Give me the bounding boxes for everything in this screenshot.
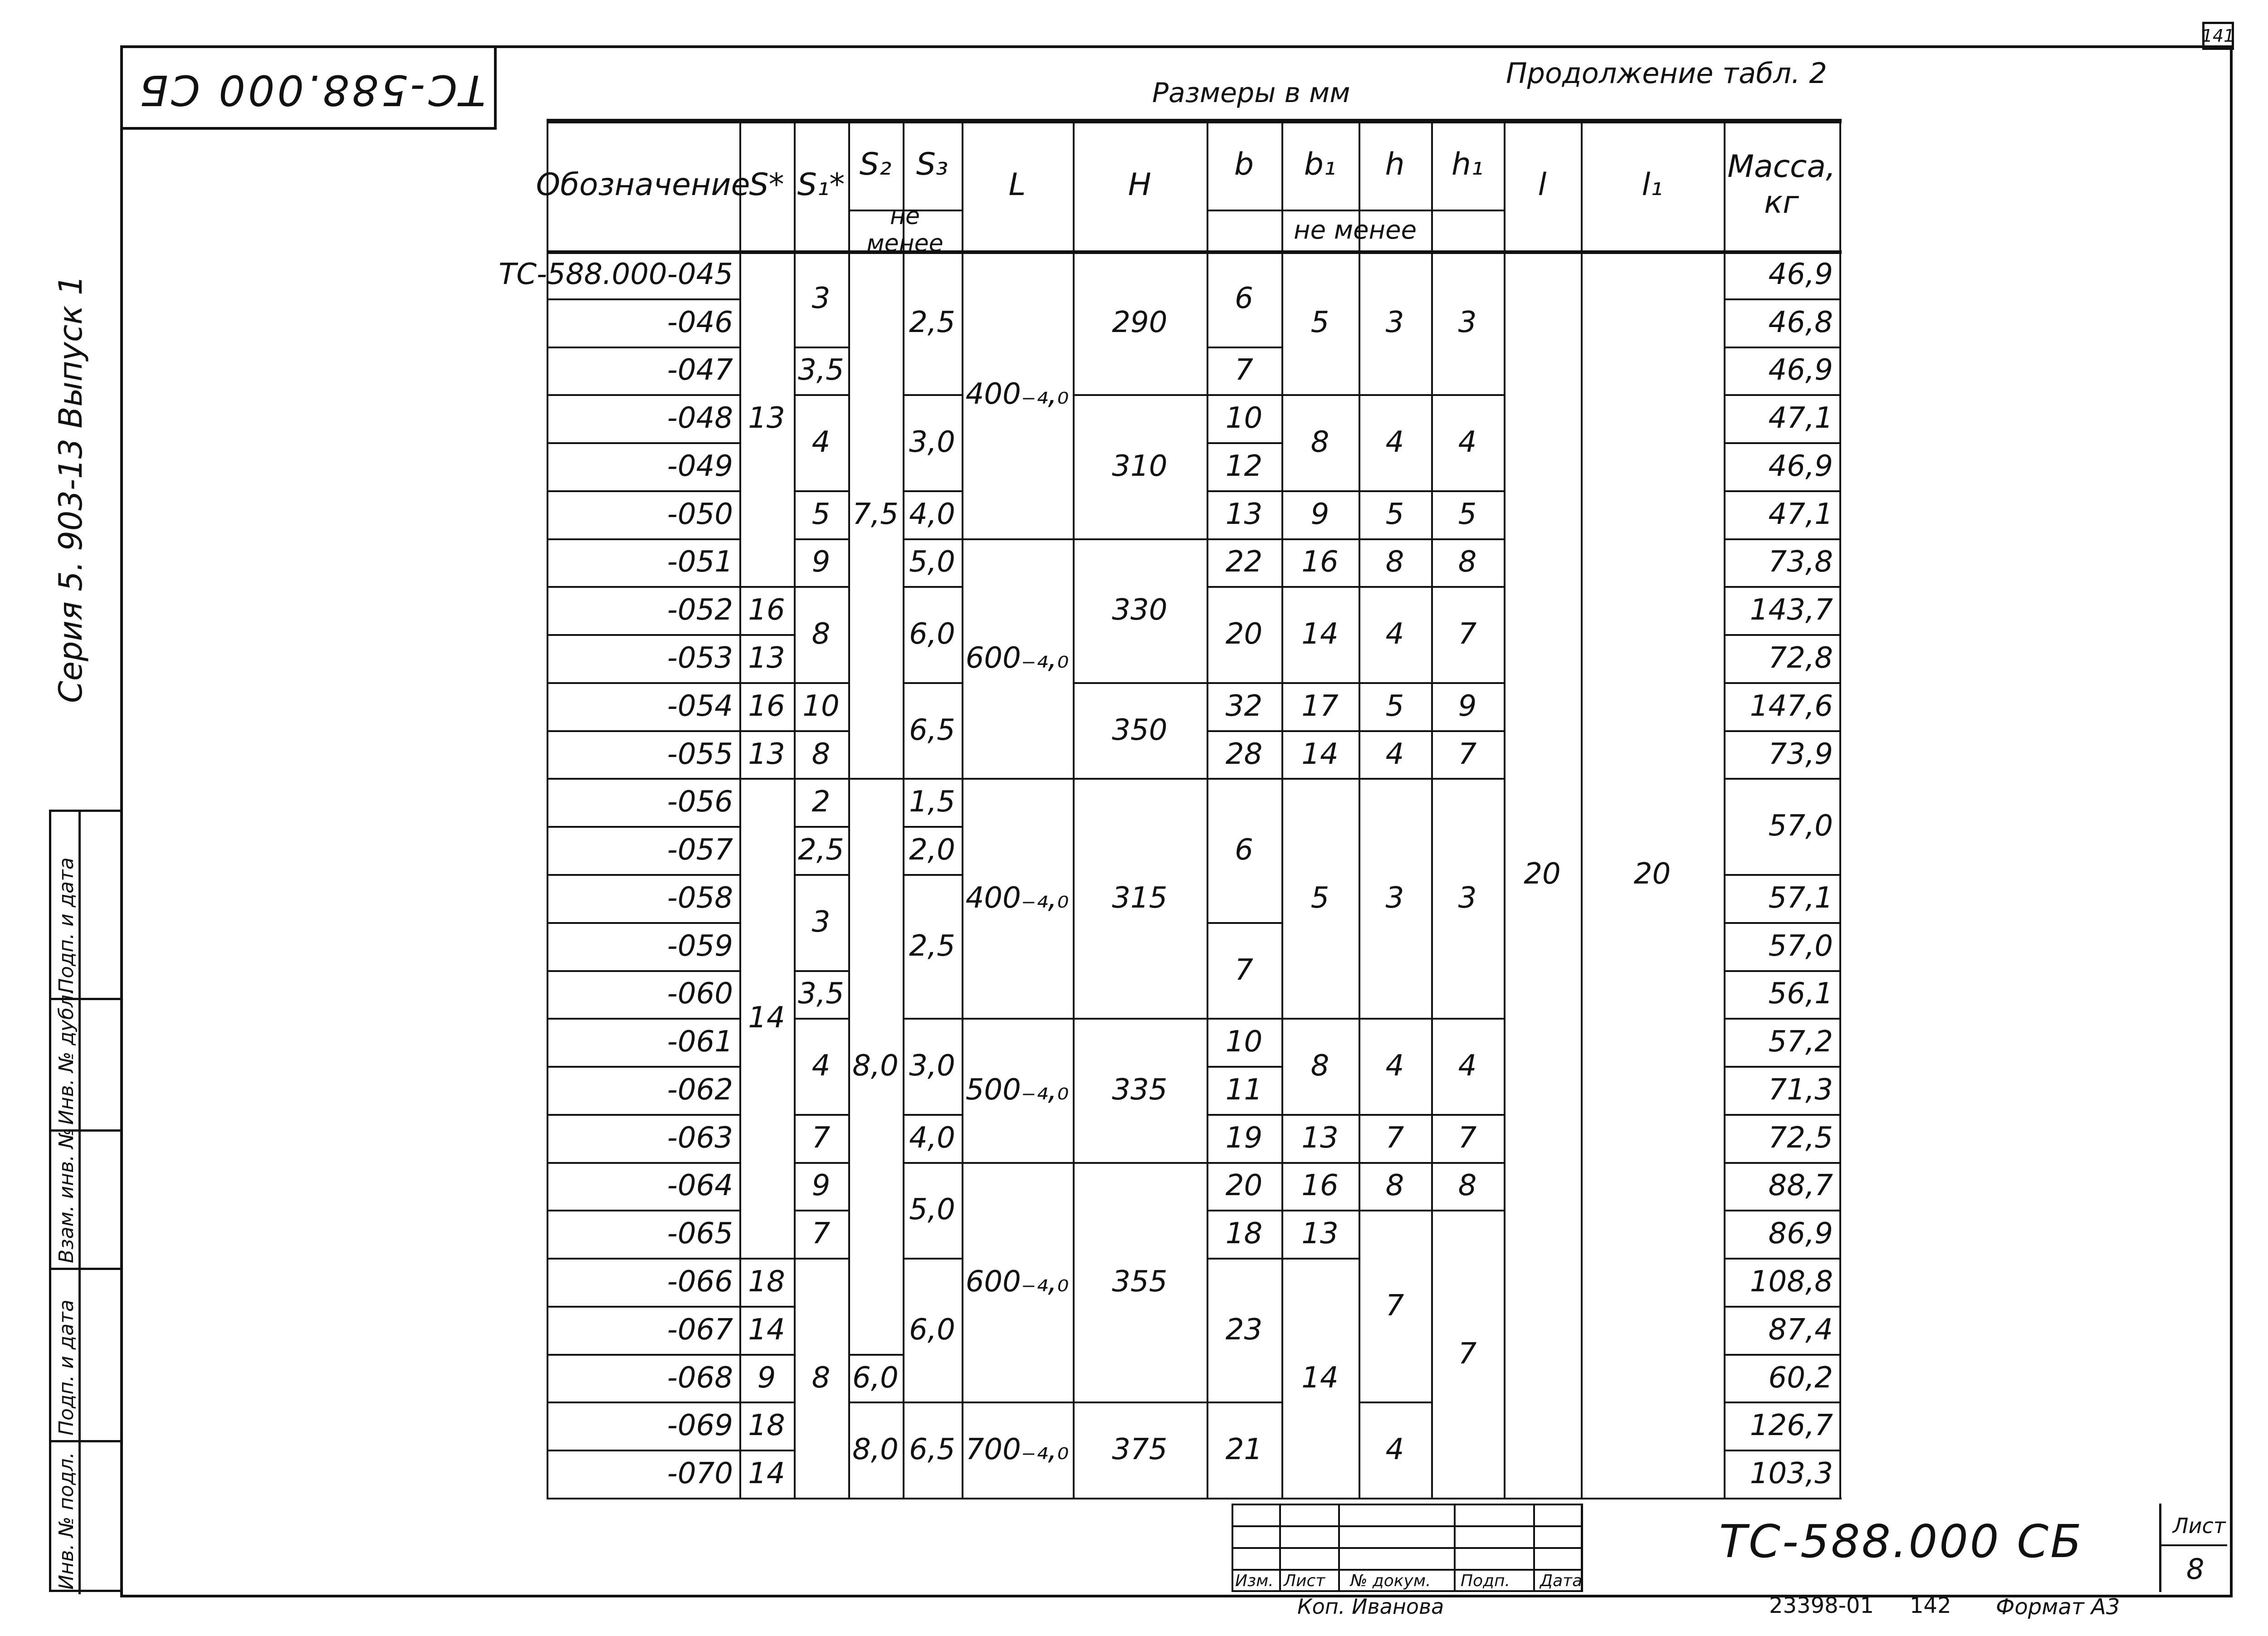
H-value: 315 [1112,881,1168,915]
b-value: 6 [1235,281,1253,315]
table-row-designation: -066 [667,1265,733,1299]
s-value: 18 [748,1265,785,1299]
h-value: 4 [1385,737,1404,771]
side-stamp-label: Инв. № дубл. [55,988,78,1125]
s-value: 13 [748,401,785,435]
format-label: Формат А3 [1996,1594,2120,1620]
label-signature: Подп. [1461,1572,1510,1590]
H-value: 290 [1112,305,1168,339]
header-designation: Обозначение [536,166,750,203]
inverted-stamp-box [120,45,497,130]
s1-value: 7 [811,1217,831,1251]
s1-value: 3 [811,281,831,315]
s-value: 14 [748,1457,785,1491]
s-value: 14 [748,1313,785,1347]
s1-value: 5 [811,497,831,531]
b1-value: 8 [1310,1049,1330,1083]
side-stamp-label: Инв. № подл. [55,1452,78,1590]
h1-value: 4 [1458,1049,1477,1083]
H-value: 375 [1112,1433,1168,1467]
h-value: 4 [1385,617,1404,651]
h-value: 3 [1385,881,1404,915]
mass-value: 57,0 [1768,929,1833,963]
b1-value: 14 [1301,617,1339,651]
l1-value: 20 [1633,857,1671,891]
table-row-designation: -052 [667,593,733,627]
header-h: h [1385,146,1405,182]
h1-value: 4 [1458,425,1477,459]
s2-value: 7,5 [852,497,899,531]
side-stamp-label: Взам. инв. № [55,1128,78,1263]
s2-value: 8,0 [852,1433,899,1467]
b-value: 11 [1225,1073,1263,1107]
mass-value: 126,7 [1750,1409,1833,1443]
b-value: 13 [1225,497,1263,531]
L-value: 600₋₄,₀ [965,641,1069,675]
table-row-designation: -070 [667,1457,733,1491]
h-value: 5 [1385,689,1404,723]
side-stamp-label: Подп. и дата [55,1299,78,1436]
table-row-designation: -069 [667,1409,733,1443]
continuation-caption: Продолжение табл. 2 [1506,57,1827,90]
s1-value: 3 [811,905,831,939]
sizes-caption: Размеры в мм [1152,77,1350,109]
b-value: 28 [1225,737,1263,771]
table-row-designation: -058 [667,881,733,915]
b-value: 32 [1225,689,1263,723]
b-value: 23 [1225,1313,1263,1347]
table-row-designation: -054 [667,689,733,723]
H-value: 350 [1112,713,1168,747]
table-row-designation: -060 [667,977,733,1011]
s1-value: 8 [811,617,831,651]
s1-value: 10 [802,689,840,723]
H-value: 310 [1112,449,1168,483]
b1-value: 16 [1301,545,1339,579]
mass-value: 60,2 [1768,1361,1833,1395]
inverted-stamp-code: ТС-588.000 СБ [137,66,486,115]
header-l: l [1538,166,1547,203]
s3-value: 3,0 [909,425,955,459]
b-value: 21 [1225,1433,1263,1467]
corner-page-number: 141 [2202,22,2234,50]
s-value: 14 [748,1001,785,1035]
header-L: L [1008,166,1026,203]
header-b1: b₁ [1304,146,1336,182]
b1-value: 8 [1310,425,1330,459]
mass-value: 57,0 [1768,809,1833,843]
s3-value: 6,0 [909,1313,955,1347]
table-row-designation: -056 [667,785,733,819]
h1-value: 7 [1458,737,1477,771]
s3-value: 5,0 [909,545,955,579]
b1-value: 13 [1301,1217,1339,1251]
table-row-designation: -061 [667,1025,733,1059]
table-row-designation: -064 [667,1169,733,1203]
header-l1: l₁ [1642,166,1663,203]
s1-value: 9 [811,545,831,579]
table-row-designation: -057 [667,833,733,867]
table-row-designation: -065 [667,1217,733,1251]
b1-value: 16 [1301,1169,1339,1203]
table-row-designation: -059 [667,929,733,963]
table-row-designation: -067 [667,1313,733,1347]
header-s2: S₂ [859,146,892,182]
b-value: 10 [1225,401,1263,435]
mass-value: 46,9 [1768,353,1833,387]
table-row-designation: -049 [667,449,733,483]
h1-value: 7 [1458,1121,1477,1155]
h1-value: 7 [1458,1337,1477,1371]
label-date: Дата [1540,1572,1583,1590]
header-H: H [1128,166,1152,203]
mass-value: 73,9 [1768,737,1833,771]
table-row-designation: -047 [667,353,733,387]
h1-value: 3 [1458,305,1477,339]
side-stamp [49,810,120,1592]
s3-value: 3,0 [909,1049,955,1083]
mass-value: 73,8 [1768,545,1833,579]
s1-value: 4 [811,1049,831,1083]
h-value: 5 [1385,497,1404,531]
mass-value: 72,5 [1768,1121,1833,1155]
table-row-designation: -053 [667,641,733,675]
H-value: 330 [1112,593,1168,627]
header-not-less-dims: не менее [1293,215,1417,245]
mass-value: 87,4 [1768,1313,1833,1347]
copied-by: Коп. Иванова [1297,1594,1444,1619]
mass-value: 86,9 [1768,1217,1833,1251]
mass-value: 47,1 [1768,401,1833,435]
s3-value: 4,0 [909,1121,955,1155]
table-row-designation: -055 [667,737,733,771]
s3-value: 6,5 [909,1433,955,1467]
s1-value: 8 [811,737,831,771]
h-value: 8 [1385,545,1404,579]
header-s3: S₃ [916,146,948,182]
mass-value: 71,3 [1768,1073,1833,1107]
h-value: 4 [1385,425,1404,459]
s3-value: 4,0 [909,497,955,531]
s1-value: 9 [811,1169,831,1203]
L-value: 400₋₄,₀ [965,377,1069,411]
s-value: 16 [748,593,785,627]
s3-value: 5,0 [909,1193,955,1227]
table-row-designation: -068 [667,1361,733,1395]
series-label: Серия 5. 903-13 Выпуск 1 [52,275,89,703]
mass-value: 46,9 [1768,257,1833,291]
header-not-less-s: не менее [866,203,943,257]
L-value: 600₋₄,₀ [965,1265,1069,1299]
h-value: 8 [1385,1169,1404,1203]
s1-value: 2 [811,785,831,819]
header-mass: Масса, кг [1727,149,1836,220]
table-row-designation: -063 [667,1121,733,1155]
b1-value: 17 [1301,689,1339,723]
header-s1: S₁* [797,166,845,203]
h1-value: 7 [1458,617,1477,651]
b1-value: 5 [1310,881,1330,915]
s-value: 13 [748,641,785,675]
b-value: 6 [1235,833,1253,867]
b-value: 10 [1225,1025,1263,1059]
s1-value: 7 [811,1121,831,1155]
s3-value: 6,5 [909,713,955,747]
label-sheet-right: Лист [2173,1514,2226,1538]
s1-value: 4 [811,425,831,459]
b1-value: 13 [1301,1121,1339,1155]
s2-value: 8,0 [852,1049,899,1083]
mass-value: 57,1 [1768,881,1833,915]
b-value: 7 [1235,953,1253,987]
h1-value: 8 [1458,1169,1477,1203]
sheet-number: 8 [2186,1553,2204,1586]
b-value: 20 [1225,1169,1263,1203]
b-value: 22 [1225,545,1263,579]
b1-value: 5 [1310,305,1330,339]
h-value: 3 [1385,305,1404,339]
l-value: 20 [1524,857,1561,891]
b1-value: 14 [1301,737,1339,771]
h1-value: 9 [1458,689,1477,723]
table-row-designation: -048 [667,401,733,435]
s-value: 13 [748,737,785,771]
mass-value: 72,8 [1768,641,1833,675]
document-code: ТС-588.000 СБ [1719,1515,2083,1568]
h-value: 7 [1385,1289,1404,1323]
h-value: 4 [1385,1433,1404,1467]
archive-page: 142 [1910,1593,1951,1618]
s3-value: 2,5 [909,929,955,963]
s3-value: 1,5 [909,785,955,819]
mass-value: 57,2 [1768,1025,1833,1059]
s3-value: 2,5 [909,305,955,339]
header-h1: h₁ [1451,146,1484,182]
mass-value: 143,7 [1750,593,1833,627]
b1-value: 14 [1301,1361,1339,1395]
L-value: 400₋₄,₀ [965,881,1069,915]
specification-table [499,119,1842,1498]
mass-value: 46,8 [1768,305,1833,339]
h1-value: 8 [1458,545,1477,579]
s-value: 18 [748,1409,785,1443]
side-stamp-label: Подп. и дата [55,857,78,993]
H-value: 335 [1112,1073,1168,1107]
h1-value: 3 [1458,881,1477,915]
s-value: 9 [757,1361,776,1395]
b-value: 19 [1225,1121,1263,1155]
s1-value: 2,5 [798,833,844,867]
label-sheet: Лист [1284,1572,1325,1590]
b-value: 20 [1225,617,1263,651]
s1-value: 8 [811,1361,831,1395]
table-row-designation: ТС-588.000-045 [499,257,733,291]
s-value: 16 [748,689,785,723]
mass-value: 147,6 [1750,689,1833,723]
header-s: S* [749,166,784,203]
table-row-designation: -062 [667,1073,733,1107]
mass-value: 103,3 [1750,1457,1833,1491]
label-doc-no: № докум. [1350,1572,1431,1590]
b-value: 7 [1235,353,1253,387]
mass-value: 108,8 [1750,1265,1833,1299]
h1-value: 5 [1458,497,1477,531]
mass-value: 47,1 [1768,497,1833,531]
s1-value: 3,5 [798,353,844,387]
table-row-designation: -050 [667,497,733,531]
b-value: 18 [1225,1217,1263,1251]
mass-value: 88,7 [1768,1169,1833,1203]
s3-value: 6,0 [909,617,955,651]
b-value: 12 [1225,449,1263,483]
header-b: b [1234,146,1254,182]
s1-value: 3,5 [798,977,844,1011]
h-value: 4 [1385,1049,1404,1083]
s3-value: 2,0 [909,833,955,867]
H-value: 355 [1112,1265,1168,1299]
table-row-designation: -051 [667,545,733,579]
b1-value: 9 [1310,497,1330,531]
L-value: 500₋₄,₀ [965,1073,1069,1107]
L-value: 700₋₄,₀ [965,1433,1069,1467]
label-change: Изм. [1235,1572,1274,1590]
archive-number: 23398-01 [1769,1593,1874,1618]
s2-value: 6,0 [852,1361,899,1395]
mass-value: 56,1 [1768,977,1833,1011]
table-row-designation: -046 [667,305,733,339]
mass-value: 46,9 [1768,449,1833,483]
h-value: 7 [1385,1121,1404,1155]
